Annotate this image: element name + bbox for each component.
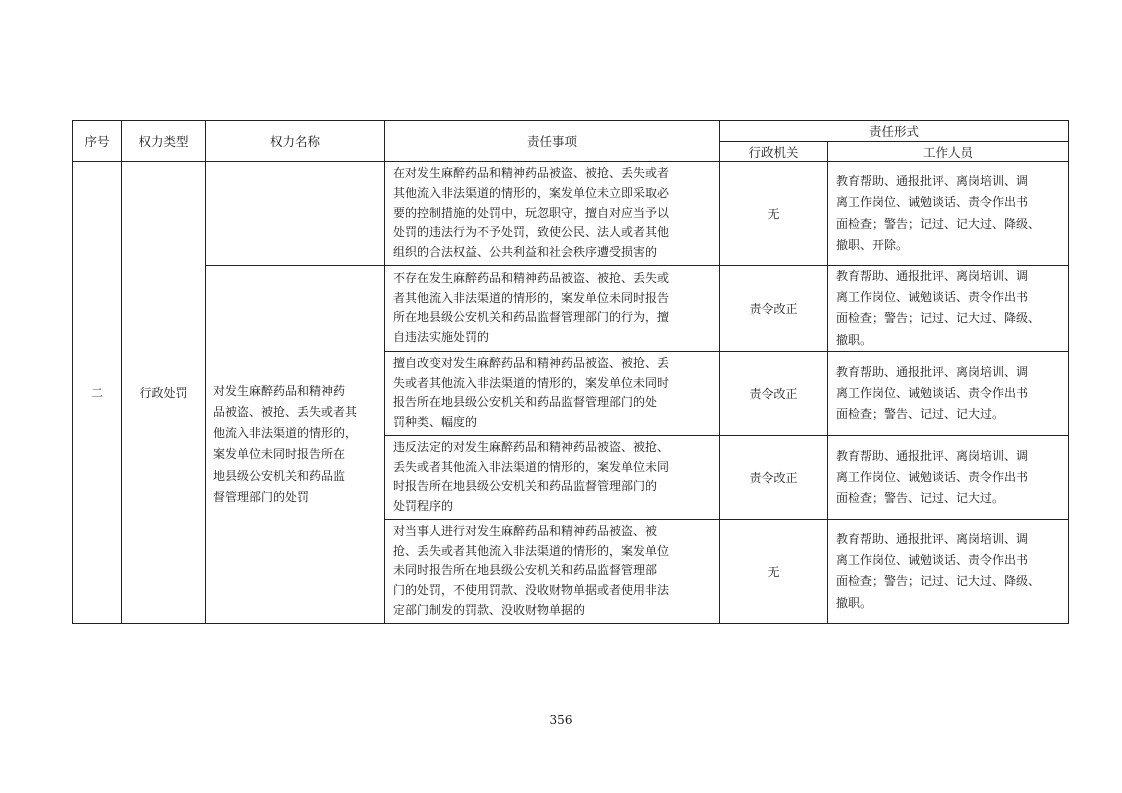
page-number: 356 [549, 713, 573, 727]
header-power-type: 权力类型 [122, 121, 206, 162]
group-seq: 二 [73, 162, 122, 624]
staff-cell: 教育帮助、通报批评、离岗培训、调 离工作岗位、诫勉谈话、责令作出书 面检查；警告；记过、记大过、降级、 撤职。 [828, 266, 1069, 352]
matter-cell: 违反法定的对发生麻醉药品和精神药品被盗、被抢、 丢失或者其他流入非法渠道的情形的，案发单位未同 时报告所在地县级公安机关和药品监督管理部门的 处罚程序的 [385, 435, 720, 519]
header-matter: 责任事项 [385, 121, 720, 162]
table-row [73, 266, 1069, 352]
header-form: 责任形式 [720, 121, 1069, 142]
matter-cell: 不存在发生麻醉药品和精神药品被盗、被抢、丢失或 者其他流入非法渠道的情形的，案发单位未同时报告 所在地县级公安机关和药品监督管理部门的行为，擅 自违法实施处罚的 [385, 266, 720, 352]
header-staff: 工作人员 [828, 142, 1069, 162]
matter-cell: 擅自改变对发生麻醉药品和精神药品被盗、被抢、丢 失或者其他流入非法渠道的情形的，案发单位未同时 报告所在地县级公安机关和药品监督管理部门的处 罚种类、幅度的 [385, 351, 720, 435]
org-cell: 责令改正 [720, 351, 828, 435]
matter-cell: 在对发生麻醉药品和精神药品被盗、被抢、丢失或者 其他流入非法渠道的情形的，案发单位未立即采取必 要的控制措施的处罚中，玩忽职守，擅自对应当予以 处罚的违法行为不予处罚，致使公民、法人或者其他 组织的合法权益、公共利益和社会秩序遭受损害的 [385, 162, 720, 266]
org-cell: 责令改正 [720, 266, 828, 352]
header-power-name: 权力名称 [206, 121, 385, 162]
org-cell: 无 [720, 162, 828, 266]
responsibility-table [72, 120, 1069, 624]
group-type: 行政处罚 [122, 162, 206, 624]
staff-cell: 教育帮助、通报批评、离岗培训、调 离工作岗位、诫勉谈话、责令作出书 面检查；警告；记过、记大过、降级、 撤职。 [828, 519, 1069, 623]
group-power-name: 对发生麻醉药品和精神药 品被盗、被抢、丢失或者其 他流入非法渠道的情形的， 案发单位未同时报告所在 地县级公安机关和药品监 督管理部门的处罚 [206, 266, 385, 624]
staff-cell: 教育帮助、通报批评、离岗培训、调 离工作岗位、诫勉谈话、责令作出书 面检查；警告、记过、记大过。 [828, 351, 1069, 435]
matter-cell: 对当事人进行对发生麻醉药品和精神药品被盗、被 抢、丢失或者其他流入非法渠道的情形的，案发单位 未同时报告所在地县级公安机关和药品监督管理部 门的处罚，不使用罚款、没收财物单据或者使用非法 定部门制发的罚款、没收财物单据的 [385, 519, 720, 623]
header-row-1 [73, 121, 1069, 142]
staff-cell: 教育帮助、通报批评、离岗培训、调 离工作岗位、诫勉谈话、责令作出书 面检查；警告；记过、记大过、降级、 撤职、开除。 [828, 162, 1069, 266]
header-org: 行政机关 [720, 142, 828, 162]
table-row [73, 162, 1069, 266]
org-cell: 责令改正 [720, 435, 828, 519]
header-seq: 序号 [73, 121, 122, 162]
org-cell: 无 [720, 519, 828, 623]
empty-name-cell [206, 162, 385, 266]
staff-cell: 教育帮助、通报批评、离岗培训、调 离工作岗位、诫勉谈话、责令作出书 面检查；警告、记过、记大过。 [828, 435, 1069, 519]
